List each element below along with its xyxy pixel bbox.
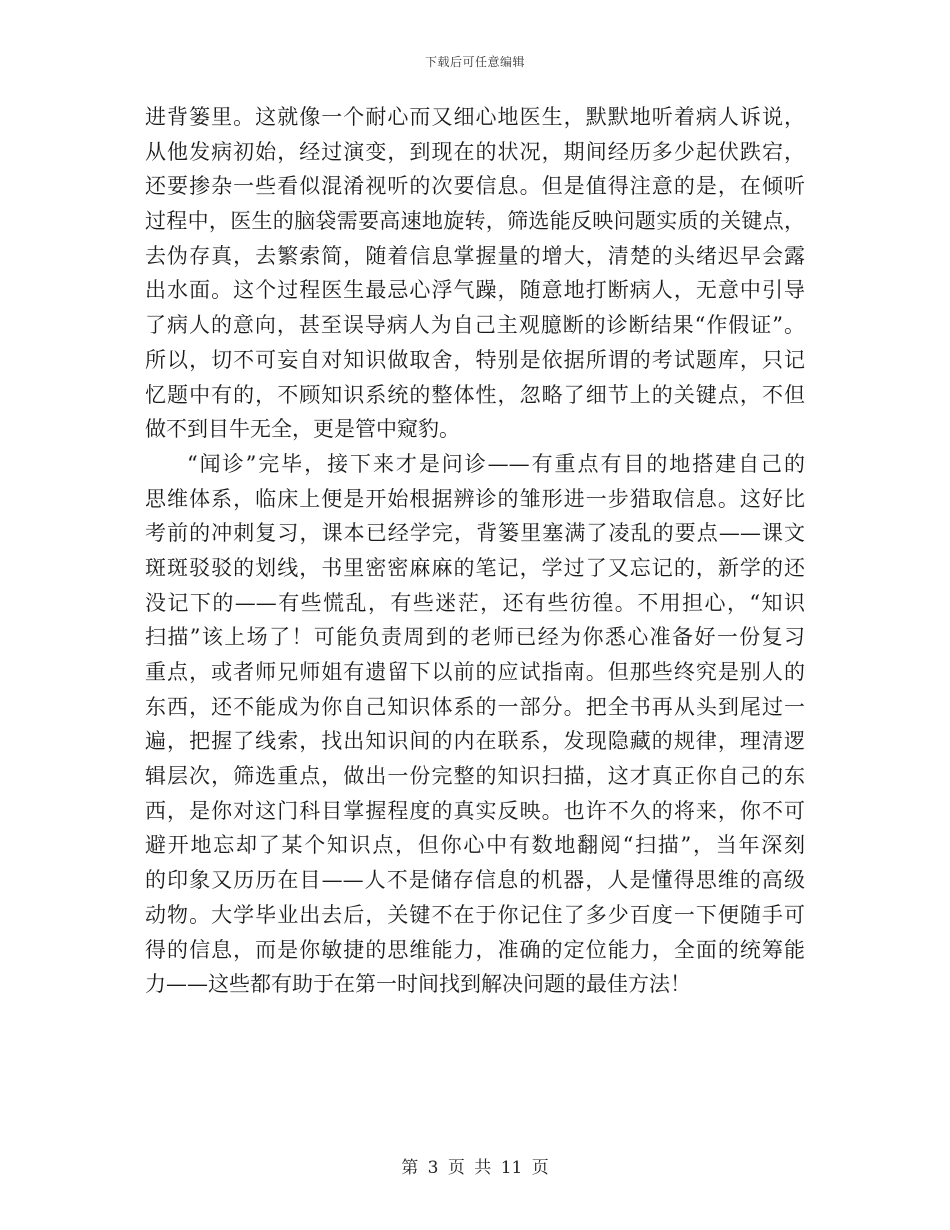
text-line: 了病人的意向，甚至误导病人为自己主观臆断的诊断结果“作假证”。 <box>145 313 805 338</box>
paragraph-1 <box>145 100 805 447</box>
text-line: 考前的冲刺复习，课本已经学完，背篓里塞满了凌乱的要点——课文 <box>145 521 805 546</box>
text-line: 没记下的——有些慌乱，有些迷茫，还有些彷徨。不用担心，“知识 <box>145 590 805 615</box>
text-line: 从他发病初始，经过演变，到现在的状况，期间经历多少起伏跌宕， <box>145 139 805 164</box>
text-line: 所以，切不可妄自对知识做取舍，特别是依据所谓的考试题库，只记 <box>145 347 805 372</box>
text-line: 进背篓里。这就像一个耐心而又细心地医生，默默地听着病人诉说， <box>145 105 805 129</box>
text-line: 力——这些都有助于在第一时间找到解决问题的最佳方法！ <box>145 972 691 997</box>
text-line: 动物。大学毕业出去后，关键不在于你记住了多少百度一下便随手可 <box>145 902 805 927</box>
text-line: 东西，还不能成为你自己知识体系的一部分。把全书再从头到尾过一 <box>145 694 805 719</box>
text-line: 出水面。这个过程医生最忌心浮气躁，随意地打断病人，无意中引导 <box>145 278 805 303</box>
text-line: 得的信息，而是你敏捷的思维能力，准确的定位能力，全面的统筹能 <box>145 937 805 962</box>
text-line: 斑斑驳驳的划线，书里密密麻麻的笔记，学过了又忘记的，新学的还 <box>145 555 805 580</box>
text-line: 的印象又历历在目——人不是储存信息的机器，人是懂得思维的高级 <box>145 868 805 893</box>
text-line: 重点，或者师兄师姐有遗留下以前的应试指南。但那些终究是别人的 <box>145 660 805 684</box>
text-line: “闻诊”完毕，接下来才是问诊——有重点有目的地搭建自己的 <box>187 451 805 476</box>
text-line: 去伪存真，去繁索简，随着信息掌握量的增大，清楚的头绪迟早会露 <box>145 243 805 268</box>
document-body <box>145 100 805 1002</box>
text-line: 思维体系，临床上便是开始根据辨诊的雏形进一步猎取信息。这好比 <box>145 486 805 511</box>
text-line: 辑层次，筛选重点，做出一份完整的知识扫描，这才真正你自己的东 <box>145 764 805 789</box>
text-line: 过程中，医生的脑袋需要高速地旋转，筛选能反映问题实质的关键点， <box>145 209 805 234</box>
text-line: 忆题中有的，不顾知识系统的整体性，忽略了细节上的关键点，不但 <box>145 382 805 407</box>
text-line: 西，是你对这门科目掌握程度的真实反映。也许不久的将来，你不可 <box>145 798 805 823</box>
text-line: 做不到目牛无全，更是管中窥豹。 <box>145 417 460 442</box>
text-line: 避开地忘却了某个知识点，但你心中有数地翻阅“扫描”，当年深刻 <box>145 833 805 858</box>
page-header: 下载后可任意编辑 <box>424 55 525 69</box>
text-line: 还要掺杂一些看似混淆视听的次要信息。但是值得注意的是，在倾听 <box>145 174 805 199</box>
paragraph-2 <box>145 447 805 1002</box>
page-number-footer: 第 3 页 共 11 页 <box>401 1158 549 1178</box>
text-line: 扫描”该上场了！可能负责周到的老师已经为你悉心准备好一份复习 <box>145 625 805 650</box>
text-line: 遍，把握了线索，找出知识间的内在联系，发现隐藏的规律，理清逻 <box>145 729 805 754</box>
